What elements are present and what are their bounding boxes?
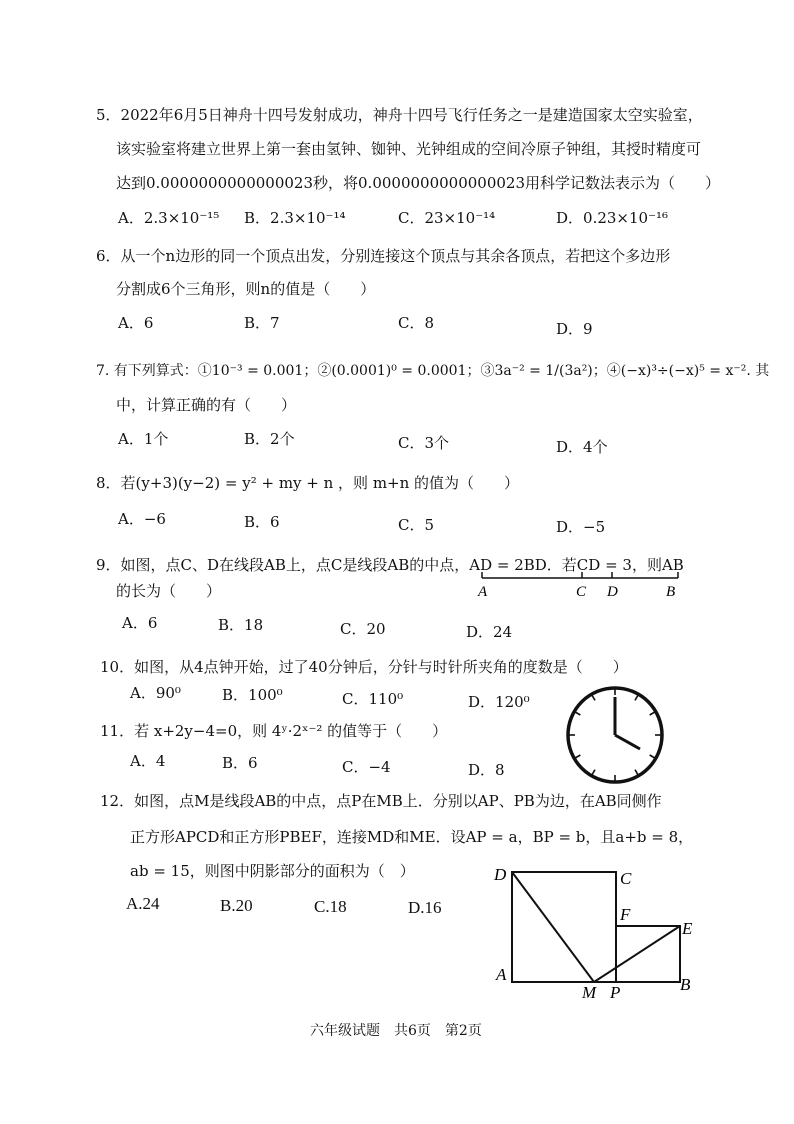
- q5-option-c[interactable]: C．23×10⁻¹⁴: [398, 209, 496, 227]
- q7-option-c[interactable]: C．3个: [398, 434, 450, 452]
- segment-md: [512, 872, 594, 982]
- squares-figure: [490, 858, 700, 1000]
- q5-line1: 5．2022年6月5日神舟十四号发射成功，神舟十四号飞行任务之一是建造国家太空实验室，: [96, 106, 703, 124]
- q7-line2: 中，计算正确的有（ ）: [116, 396, 297, 414]
- hour-hand: [615, 735, 640, 749]
- q6-line2: 分割成6个三角形，则n的值是（ ）: [116, 280, 376, 298]
- q9-line1: 9．如图，点C、D在线段AB上，点C是线段AB的中点，AD = 2BD．若CD = 3，则AB: [96, 556, 684, 574]
- square-apcd: [512, 872, 616, 982]
- label-c: C: [620, 869, 632, 888]
- square-pbef: [616, 926, 680, 982]
- q10-option-b[interactable]: B．100⁰: [222, 686, 283, 704]
- q7-option-a[interactable]: A．1个: [118, 430, 169, 448]
- label-d: D: [494, 865, 507, 884]
- segment-me: [594, 926, 680, 982]
- q8-option-a[interactable]: A．−6: [118, 510, 166, 528]
- q5-option-b[interactable]: B．2.3×10⁻¹⁴: [244, 209, 346, 227]
- label-a: A: [496, 965, 507, 984]
- q6-option-a[interactable]: A．6: [118, 314, 154, 332]
- label-p: P: [610, 983, 621, 1000]
- q9-option-c[interactable]: C．20: [340, 620, 386, 638]
- q12-option-b[interactable]: B.20: [220, 896, 253, 915]
- q11-option-b[interactable]: B．6: [222, 754, 258, 772]
- q11-option-a[interactable]: A．4: [130, 752, 166, 770]
- q8-option-d[interactable]: D．−5: [556, 518, 606, 536]
- q5-option-a[interactable]: A．2.3×10⁻¹⁵: [118, 209, 220, 227]
- q8-option-c[interactable]: C．5: [398, 516, 435, 534]
- q6-line1: 6．从一个n边形的同一个顶点出发，分别连接这个顶点与其余各顶点，若把这个多边形: [96, 247, 671, 265]
- q9-option-d[interactable]: D．24: [466, 623, 513, 641]
- q10-option-c[interactable]: C．110⁰: [342, 690, 404, 708]
- q12-option-c[interactable]: C.18: [314, 897, 347, 916]
- q12-line2: 正方形APCD和正方形PBEF，连接MD和ME．设AP = a，BP = b，且a+b = 8，: [130, 828, 694, 846]
- q9-option-b[interactable]: B．18: [218, 616, 264, 634]
- q5-option-d[interactable]: D．0.23×10⁻¹⁶: [556, 209, 669, 227]
- label-b: B: [666, 584, 676, 600]
- label-c: C: [576, 584, 587, 600]
- q11-option-d[interactable]: D．8: [468, 761, 505, 779]
- q10-option-d[interactable]: D．120⁰: [468, 693, 530, 711]
- q9-line2: 的长为（ ）: [116, 582, 222, 600]
- label-d: D: [607, 584, 618, 600]
- segment-figure: [470, 560, 690, 604]
- page-footer: 六年级试题 共6页 第2页: [310, 1023, 482, 1039]
- q8-option-b[interactable]: B．6: [244, 513, 280, 531]
- q8-line1: 8．若(y+3)(y−2) = y² + my + n ，则 m+n 的值为（ ）: [96, 474, 520, 492]
- q12-option-d[interactable]: D.16: [408, 898, 442, 917]
- q11-line1: 11．若 x+2y−4=0，则 4ʸ·2ˣ⁻² 的值等于（ ）: [100, 722, 448, 740]
- q12-option-a[interactable]: A.24: [126, 894, 160, 913]
- q12-line1: 12．如图，点M是线段AB的中点，点P在MB上．分别以AP、PB为边，在AB同侧作: [100, 792, 662, 810]
- q10-line1: 10．如图，从4点钟开始，过了40分钟后，分针与时针所夹角的度数是（ ）: [100, 658, 628, 676]
- label-e: E: [682, 919, 693, 938]
- label-a: A: [478, 584, 488, 600]
- q6-option-b[interactable]: B．7: [244, 314, 280, 332]
- q7-option-b[interactable]: B．2个: [244, 430, 295, 448]
- label-f: F: [620, 905, 631, 924]
- q6-option-d[interactable]: D．9: [556, 320, 593, 338]
- q5-line3: 达到0.0000000000000023秒，将0.0000000000000023用科学记数法表示为（ ）: [116, 174, 721, 192]
- q11-option-c[interactable]: C．−4: [342, 758, 391, 776]
- q7-option-d[interactable]: D．4个: [556, 438, 608, 456]
- label-m: M: [582, 983, 597, 1000]
- q9-option-a[interactable]: A．6: [122, 614, 158, 632]
- q6-option-c[interactable]: C．8: [398, 314, 435, 332]
- q12-line3: ab = 15，则图中阴影部分的面积为（ ）: [130, 862, 415, 880]
- label-b: B: [680, 975, 691, 994]
- q10-option-a[interactable]: A．90⁰: [130, 684, 181, 702]
- q7-line1: 7. 有下列算式：①10⁻³ = 0.001；②(0.0001)⁰ = 0.0001；③3a⁻² = 1/(3a²)；④(−x)³÷(−x)⁵ = x⁻². 其: [96, 363, 770, 379]
- q5-line2: 该实验室将建立世界上第一套由氢钟、铷钟、光钟组成的空间冷原子钟组，其授时精度可: [116, 140, 702, 158]
- clock-figure: [560, 680, 670, 790]
